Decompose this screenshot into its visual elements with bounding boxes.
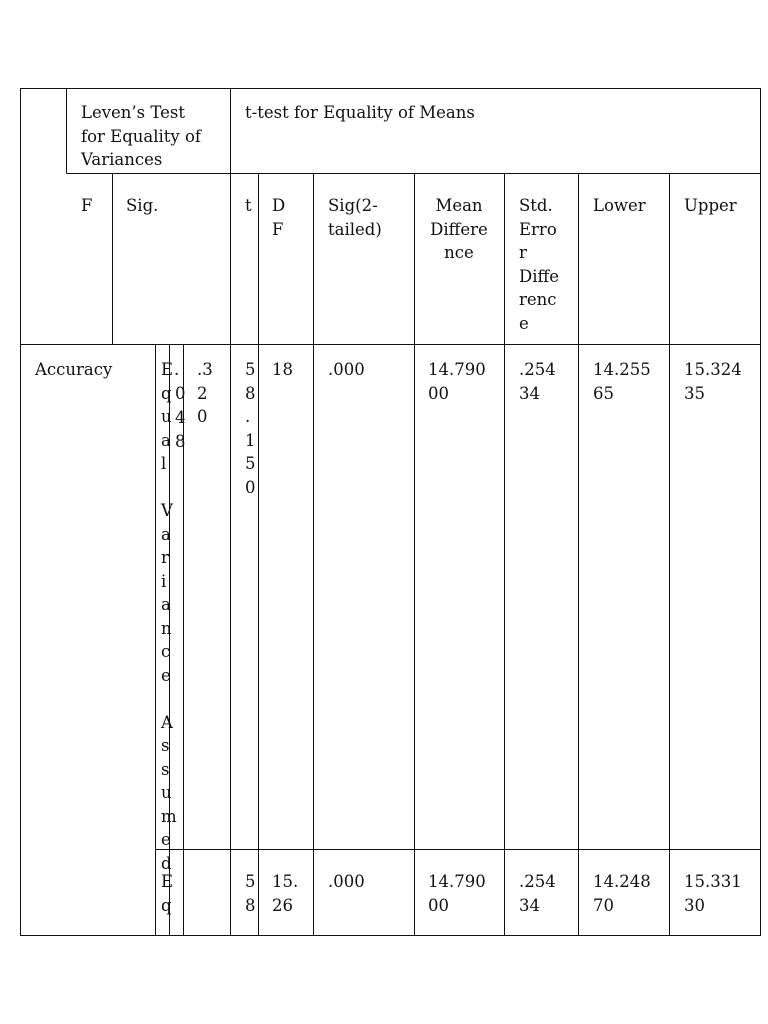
column-header-upper: Upper — [684, 196, 737, 215]
row1-f-digit-1: 0 — [175, 384, 186, 403]
column-header-lower: Lower — [593, 196, 646, 215]
column-header-mean-difference: Mean Differe nce — [430, 196, 488, 262]
row1-std-error-difference: .254 34 — [519, 360, 556, 403]
row1-f-digit-3: 8 — [175, 432, 186, 451]
row2-lower: 14.248 70 — [593, 872, 651, 915]
row1-sig-2-tailed: .000 — [328, 360, 365, 379]
row1-upper: 15.324 35 — [684, 360, 742, 403]
column-header-f: F — [81, 196, 93, 215]
levene-group-header: Leven’s Test for Equality of Variances — [81, 103, 202, 169]
row2-upper: 15.331 30 — [684, 872, 742, 915]
row1-mean-difference: 14.790 00 — [428, 360, 486, 403]
row1-sig: .3 2 0 — [197, 360, 213, 426]
row2-mean-difference: 14.790 00 — [428, 872, 486, 915]
column-header-sig: Sig. — [126, 196, 159, 215]
row2-assumption: E q — [161, 872, 174, 915]
row2-t: 5 8 — [245, 872, 256, 915]
column-header-std-error-difference: Std. Erro r Diffe renc e — [519, 196, 559, 333]
column-header-df: D F — [272, 196, 286, 239]
row-label-accuracy: Accuracy — [35, 360, 113, 379]
row1-f-digit-2: 4 — [175, 408, 186, 427]
row2-sig-2-tailed: .000 — [328, 872, 365, 891]
row1-t: 5 8 . 1 5 0 — [245, 360, 256, 497]
row1-lower: 14.255 65 — [593, 360, 651, 403]
column-header-t: t — [245, 196, 252, 215]
ttest-group-header: t-test for Equality of Means — [245, 103, 475, 122]
row1-f-dot: . — [174, 360, 180, 379]
row1-assumption: E q u a l V a r i a n c e A s s u m e d — [161, 360, 177, 873]
row1-df: 18 — [272, 360, 293, 379]
row2-std-error-difference: .254 34 — [519, 872, 556, 915]
column-header-sig-2-tailed: Sig(2- tailed) — [328, 196, 382, 239]
row2-df: 15. 26 — [272, 872, 299, 915]
